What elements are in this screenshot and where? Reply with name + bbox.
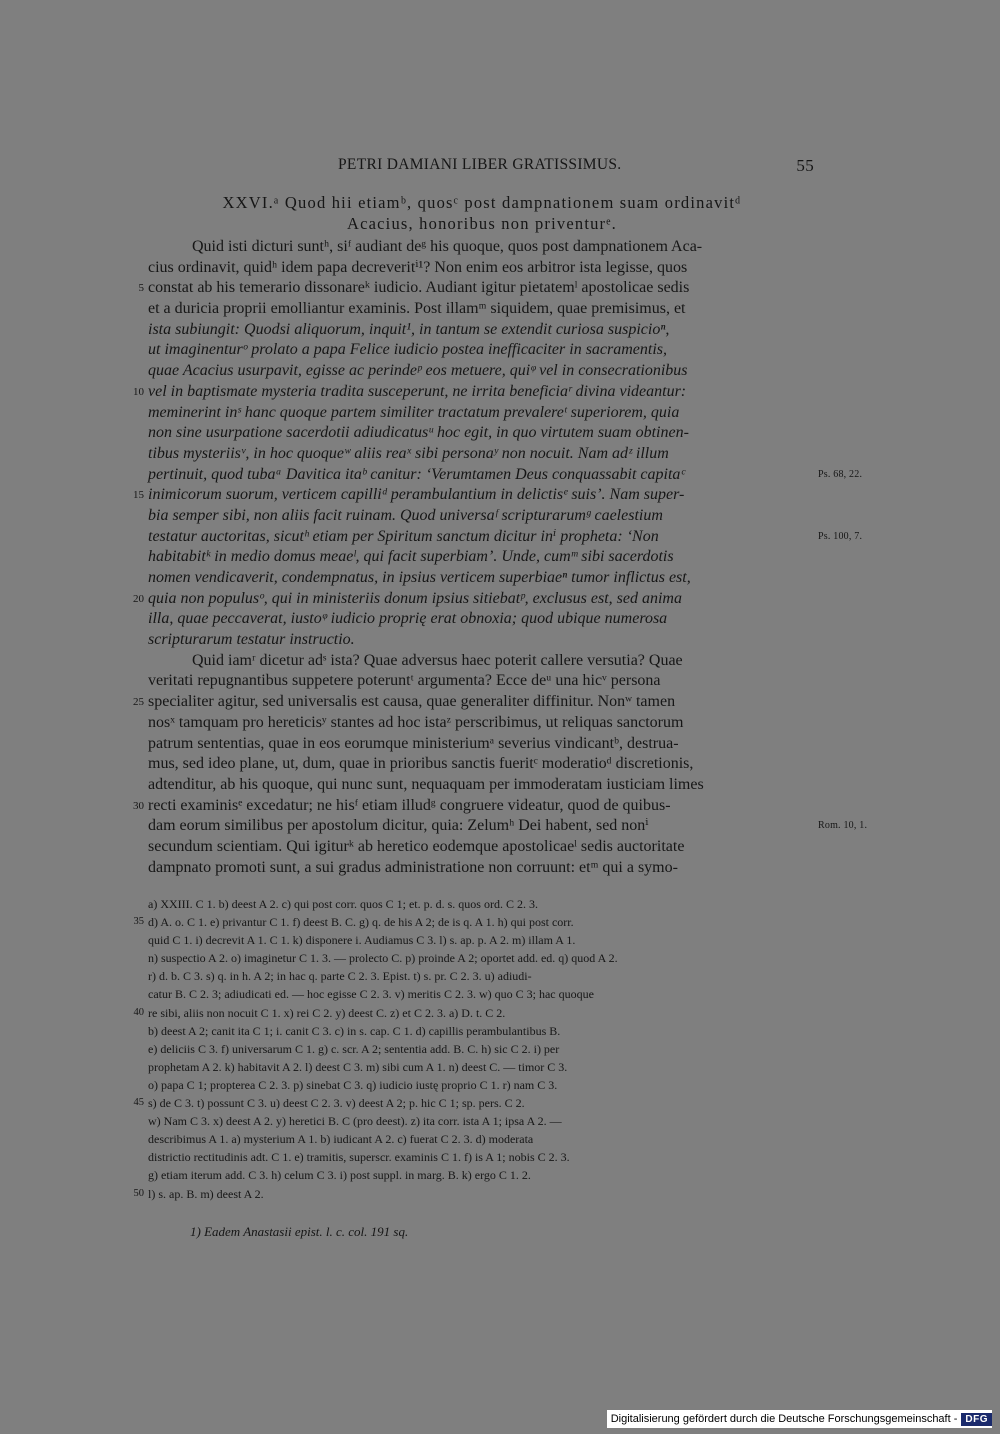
- line-number: 40: [133, 1006, 144, 1018]
- line-number: 5: [138, 282, 144, 295]
- source-note: 1) Eadem Anastasii epist. l. c. col. 191 sq.: [190, 1224, 409, 1239]
- line-number: 35: [133, 916, 144, 928]
- footnote-line: [148, 1148, 814, 1166]
- text-line-content: ut imaginenturᵒ prolato a papa Felice iudicio postea inefficaciter in sacramentis,: [148, 341, 668, 359]
- footnote-line: [148, 985, 814, 1003]
- text-line-content: secundum scientiam. Qui igiturᵏ ab heretico eodemque apostolicaeˡ sedis auctoritate: [148, 837, 685, 855]
- footnote-line: [148, 1022, 814, 1040]
- footnote-line: [133, 1004, 814, 1022]
- text-line: [148, 858, 814, 879]
- text-line: [148, 527, 863, 548]
- text-line-content: vel in baptismate mysteria tradita susceperunt, ne irrita beneficiaʳ divina videantur:: [148, 382, 687, 400]
- margin-citation: Rom. 10, 1.: [818, 820, 868, 832]
- text-line-content: recti examinisᵉ excedatur; ne hisᶠ etiam illudᵍ congruere videatur, quod de quibus-: [148, 796, 671, 814]
- text-line: [148, 258, 814, 279]
- text-line: [148, 444, 814, 465]
- text-line-content: pertinuit, quod tubaᵃ Davitica itaᵇ canitur: ‘Verumtamen Deus conquassabit capitaᶜ: [148, 465, 685, 483]
- text-line-content: cius ordinavit, quidʰ idem papa decreveritⁱ¹? Non enim eos arbitror ista legisse, quos: [148, 258, 688, 276]
- text-line-content: habitabitᵏ in medio domus meaeˡ, qui facit superbiam’. Unde, cumᵐ sibi sacerdotis: [148, 548, 674, 566]
- text-line-content: meminerint inˢ hanc quoque partem similiter tractatum prevalereᵗ superiorem, quia: [148, 403, 680, 421]
- footnote-text: w) Nam C 3. x) deest A 2. y) heretici B. C (pro deest). z) ita corr. ista A 1; ipsa A 2. —: [148, 1114, 562, 1129]
- footnote-text: re sibi, aliis non nocuit C 1. x) rei C 2. y) deest C. z) et C 2. 3. a) D. t. C 2.: [148, 1005, 506, 1020]
- footnote-line: [148, 1130, 814, 1148]
- text-line-content: quae Acacius usurpavit, egisse ac perindeᵖ eos metuere, quiᵠ vel in consecrationibus: [148, 362, 688, 380]
- footnote-text: g) etiam iterum add. C 3. h) celum C 3. i) post suppl. in marg. B. k) ergo C 1. 2.: [148, 1168, 531, 1183]
- text-line: [148, 423, 814, 444]
- footnote-text: describimus A 1. a) mysterium A 1. b) iudicant A 2. c) fuerat C 2. 3. d) moderata: [148, 1132, 534, 1147]
- text-line: [148, 506, 814, 527]
- text-line: [148, 754, 814, 775]
- text-line-content: illa, quae peccaverat, iustoᵠ iudicio proprię erat obnoxia; quod ubique numerosa: [148, 610, 668, 628]
- line-number: 15: [133, 489, 144, 502]
- line-number: 45: [133, 1097, 144, 1109]
- footnote-line: [133, 1185, 814, 1203]
- line-number: 10: [133, 385, 144, 398]
- text-line-content: bia semper sibi, non aliis facit ruinam. Quod universaᶠ scripturarumᵍ caelestium: [148, 506, 663, 524]
- text-line: [133, 692, 814, 713]
- text-line-content: dam eorum similibus per apostolum dicitur, quia: Zelumʰ Dei habent, sed nonⁱ: [148, 817, 649, 835]
- text-line-content: patrum sententias, quae in eos eorumque ministeriumᵃ severius vindicantᵇ, destrua-: [148, 734, 679, 752]
- main-text: [133, 237, 868, 878]
- text-line-content: et a duricia proprii emolliantur examinis. Post illamᵐ siquidem, quae premisimus, et: [148, 300, 686, 318]
- text-line-content: specialiter agitur, sed universalis est causa, quae generaliter diffinitur. Nonʷ tamen: [148, 693, 676, 711]
- text-line: [133, 382, 814, 403]
- text-line: [148, 237, 814, 258]
- footnote-text: r) d. b. C 3. s) q. in h. A 2; in hac q. parte C 2. 3. Epist. t) s. pr. C 2. 3. u) adiudi-: [148, 969, 532, 984]
- text-line-content: testatur auctoritas, sicutʰ etiam per Spiritum sanctum dicitur inⁱ propheta: ‘Non: [148, 527, 659, 545]
- running-title: PETRI DAMIANI LIBER GRATISSIMUS.: [338, 156, 622, 173]
- text-line-content: tibus mysteriisᵛ, in hoc quoqueʷ aliis reaˣ sibi personaʸ non nocuit. Nam adᶻ illum: [148, 444, 669, 462]
- text-line: [133, 796, 814, 817]
- chapter-heading-line-1: XXVI.ᵃ Quod hii etiamᵇ, quosᶜ post dampnationem suam ordinavitᵈ: [222, 193, 742, 212]
- text-line-content: inimicorum suorum, verticem capilliᵈ perambulantium in delictisᵉ suis’. Nam super-: [148, 486, 685, 504]
- critical-apparatus: [133, 895, 814, 1203]
- footnote-text: a) XXIII. C 1. b) deest A 2. c) qui post corr. quos C 1; et. p. d. s. quos ord. C 2. 3.: [148, 897, 538, 911]
- text-line-content: nomen vendicaverit, condempnatus, in ipsius verticem superbiaeⁿ tumor inflictus est,: [148, 569, 691, 586]
- text-line-content: ista subiungit: Quodsi aliquorum, inquit¹, in tantum se extendit curiosa suspicioⁿ,: [148, 320, 670, 338]
- text-line: [148, 651, 814, 672]
- margin-citation: Ps. 68, 22.: [818, 468, 863, 480]
- digitization-footer: [607, 1410, 992, 1428]
- text-line: [148, 734, 814, 755]
- footnote-text: prophetam A 2. k) habitavit A 2. l) deest C 3. m) sibi cum A 1. n) deest C. — timor C 3.: [148, 1059, 568, 1074]
- dfg-logo: DFG: [961, 1413, 992, 1426]
- text-line: [148, 465, 863, 486]
- text-line-content: veritati repugnantibus suppetere poteruntᵗ argumenta? Ecce deᵘ una hicᵛ persona: [148, 672, 661, 690]
- text-line: [138, 278, 814, 299]
- footnote-line: [148, 931, 814, 949]
- text-line: [148, 713, 814, 734]
- footnote-text: s) de C 3. t) possunt C 3. u) deest C 2. 3. v) deest A 2; p. hic C 1; sp. pers. C 2.: [148, 1096, 525, 1111]
- text-line-content: Quid iamʳ dicetur adˢ ista? Quae adversus haec poterit callere versutia? Quae: [192, 651, 683, 669]
- text-line: [148, 340, 814, 361]
- text-line: [148, 299, 814, 320]
- text-line: [148, 547, 814, 568]
- footnote-line: [133, 913, 814, 931]
- text-line-content: Quid isti dicturi suntʰ, siᶠ audiant deᵍ his quoque, quos post dampnationem Aca-: [192, 238, 703, 255]
- line-number: 20: [133, 592, 144, 605]
- text-line: [148, 568, 814, 589]
- text-line: [148, 816, 868, 837]
- footnote-text: e) deliciis C 3. f) universarum C 1. g) c. scr. A 2; sententia add. B. C. h) sic C 2. i) per: [148, 1041, 560, 1056]
- line-number: 25: [133, 696, 144, 709]
- text-line-content: constat ab his temerario dissonareᵏ iudicio. Audiant igitur pietatemˡ apostolicae sedis: [148, 279, 690, 297]
- text-line: [148, 361, 814, 382]
- text-line-content: non sine usurpatione sacerdotii adiudicatusᵘ hoc egit, in quo virtutem suam obtinen-: [148, 424, 689, 442]
- text-line-content: adtenditur, ab his quoque, qui nunc sunt, nequaquam per immoderatam iusticiam limes: [148, 775, 704, 793]
- page-number: 55: [796, 156, 814, 175]
- footnote-text: n) suspectio A 2. o) imaginetur C 1. 3. — prolecto C. p) proinde A 2; oportet add. ed. q) quod A 2.: [148, 951, 618, 966]
- footnote-line: [148, 967, 814, 985]
- text-line: [148, 403, 814, 424]
- running-header: [150, 156, 814, 178]
- text-line-content: scripturarum testatur instructio.: [148, 631, 355, 649]
- footnote-text: b) deest A 2; canit ita C 1; i. canit C 3. c) in s. cap. C 1. d) capillis perambulantibus B.: [148, 1023, 561, 1038]
- text-line: [148, 671, 814, 692]
- margin-citation: Ps. 100, 7.: [818, 530, 863, 542]
- line-number: 30: [133, 799, 144, 812]
- footnote-line: [148, 895, 814, 913]
- footnote-text: l) s. ap. B. m) deest A 2.: [148, 1186, 264, 1201]
- footnote-line: [148, 1058, 814, 1076]
- footnote-line: [148, 1166, 814, 1184]
- footnote-line: [148, 1076, 814, 1094]
- footnote-line: [148, 1040, 814, 1058]
- text-line-content: dampnato promoti sunt, a sui gradus administratione non corruunt: etᵐ qui a symo-: [148, 858, 678, 876]
- text-line: [148, 837, 814, 858]
- footnote-text: o) papa C 1; propterea C 2. 3. p) sinebat C 3. q) iudicio iustę proprio C 1. r) nam C 3.: [148, 1077, 558, 1092]
- chapter-heading: [150, 193, 814, 234]
- footnote-line: [148, 949, 814, 967]
- chapter-heading-line-2: Acacius, honoribus non priventurᵉ.: [346, 213, 618, 233]
- line-number: 50: [133, 1187, 144, 1199]
- text-line: [148, 775, 814, 796]
- text-line-content: mus, sed ideo plane, ut, dum, quae in prioribus sanctis fueritᶜ moderatioᵈ discretionis,: [148, 755, 694, 773]
- footer-text: Digitalisierung gefördert durch die Deutsche Forschungsgemeinschaft -: [610, 1413, 958, 1425]
- footnote-line: [148, 1112, 814, 1130]
- text-line: [148, 320, 814, 341]
- footnote-text: catur B. C 2. 3; adiudicati ed. — hoc egisse C 2. 3. v) meritis C 2. 3. w) quo C 3; hac quoque: [148, 987, 594, 1002]
- text-line: [133, 485, 814, 506]
- text-line: [133, 589, 814, 610]
- footnote-line: [133, 1094, 814, 1112]
- text-line-content: nosˣ tamquam pro hereticisʸ stantes ad hoc istaᶻ perscribimus, ut reliquas sanctorum: [148, 713, 684, 731]
- footnote-text: d) A. o. C 1. e) privantur C 1. f) deest B. C. g) q. de his A 2; de is q. A 1. h) qui post corr.: [148, 915, 574, 930]
- footnote-text: districtio rectitudinis adt. C 1. e) tramitis, superscr. examinis C 1. f) is A 1; nobis C 2. 3.: [148, 1150, 570, 1165]
- text-line-content: quia non populusᵒ, qui in ministeriis donum ipsius sitiebatᵖ, exclusus est, sed anima: [148, 589, 682, 607]
- text-line: [148, 609, 814, 630]
- footnote-text: quid C 1. i) decrevit A 1. C 1. k) disponere i. Audiamus C 3. l) s. ap. p. A 2. m) illam A 1.: [148, 933, 576, 948]
- text-line: [148, 630, 814, 651]
